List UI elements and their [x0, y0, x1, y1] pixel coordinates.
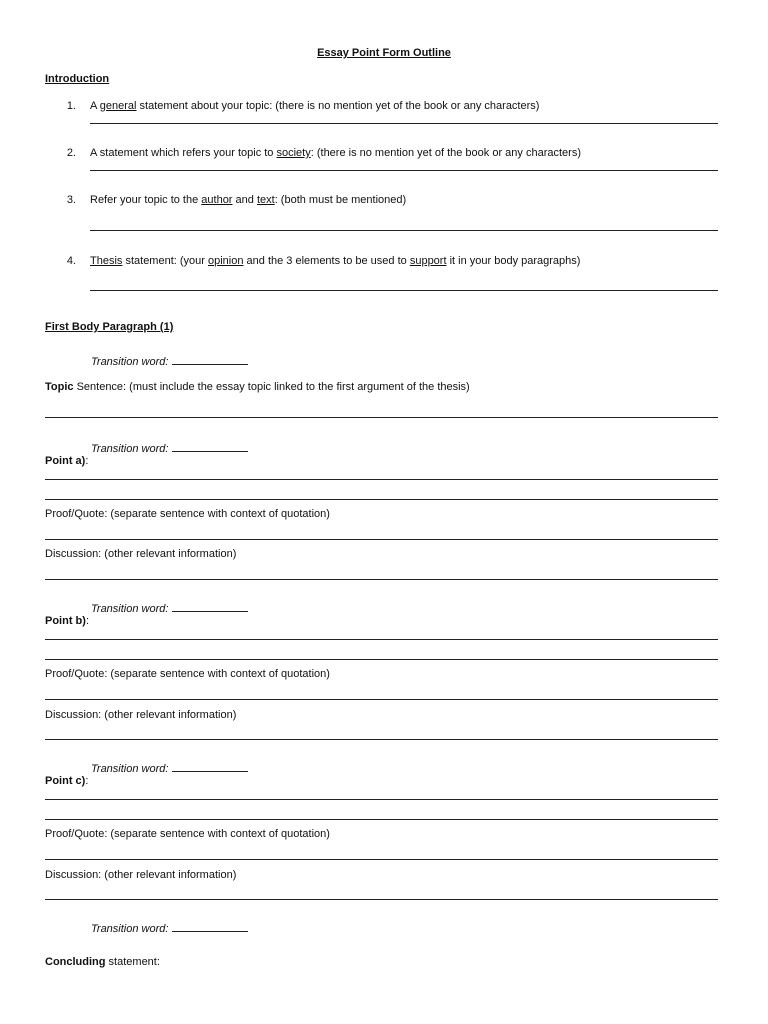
point-a-label: Point a):	[45, 455, 89, 467]
page-title: Essay Point Form Outline	[317, 47, 451, 59]
item-number: 4.	[66, 255, 76, 267]
point-c-label: Point c):	[45, 775, 89, 787]
intro-item-4: Thesis statement: (your opinion and the 3 elements to be used to support it in your body paragraphs)	[90, 255, 581, 267]
answer-line[interactable]	[90, 290, 718, 291]
concluding-statement-label: Concluding statement:	[45, 956, 160, 968]
transition-blank[interactable]	[172, 922, 248, 932]
answer-line[interactable]	[45, 579, 718, 580]
transition-blank[interactable]	[172, 442, 248, 452]
item-number: 3.	[66, 194, 76, 206]
transition-word: Transition word:	[91, 602, 248, 615]
transition-blank[interactable]	[172, 355, 248, 365]
transition-word: Transition word:	[91, 922, 248, 935]
transition-word: Transition word:	[91, 355, 248, 368]
answer-line[interactable]	[90, 230, 718, 231]
answer-line[interactable]	[45, 799, 718, 800]
answer-line[interactable]	[45, 539, 718, 540]
answer-line[interactable]	[45, 659, 718, 660]
transition-word: Transition word:	[91, 762, 248, 775]
answer-line[interactable]	[45, 819, 718, 820]
proof-quote-label: Proof/Quote: (separate sentence with context of quotation)	[45, 508, 330, 520]
proof-quote-label: Proof/Quote: (separate sentence with context of quotation)	[45, 668, 330, 680]
discussion-label: Discussion: (other relevant information)	[45, 709, 237, 721]
answer-line[interactable]	[45, 739, 718, 740]
intro-item-3: Refer your topic to the author and text: (both must be mentioned)	[90, 194, 407, 206]
introduction-heading: Introduction	[45, 73, 110, 85]
discussion-label: Discussion: (other relevant information)	[45, 548, 237, 560]
item-number: 2.	[66, 147, 76, 159]
answer-line[interactable]	[45, 639, 718, 640]
answer-line[interactable]	[45, 499, 718, 500]
answer-line[interactable]	[45, 417, 718, 418]
intro-item-1: A general statement about your topic: (there is no mention yet of the book or any characters)	[90, 100, 540, 112]
item-number: 1.	[66, 100, 76, 112]
transition-blank[interactable]	[172, 762, 248, 772]
point-b-label: Point b):	[45, 615, 89, 627]
answer-line[interactable]	[45, 479, 718, 480]
answer-line[interactable]	[45, 899, 718, 900]
answer-line[interactable]	[45, 859, 718, 860]
intro-item-2: A statement which refers your topic to society: (there is no mention yet of the book or any characters)	[90, 147, 581, 159]
discussion-label: Discussion: (other relevant information)	[45, 869, 237, 881]
proof-quote-label: Proof/Quote: (separate sentence with context of quotation)	[45, 828, 330, 840]
answer-line[interactable]	[90, 123, 718, 124]
topic-sentence-label: Topic Sentence: (must include the essay topic linked to the first argument of the thesis)	[45, 381, 470, 393]
transition-word: Transition word:	[91, 442, 248, 455]
answer-line[interactable]	[90, 170, 718, 171]
transition-blank[interactable]	[172, 602, 248, 612]
answer-line[interactable]	[45, 699, 718, 700]
body-paragraph-heading: First Body Paragraph (1)	[45, 321, 174, 333]
